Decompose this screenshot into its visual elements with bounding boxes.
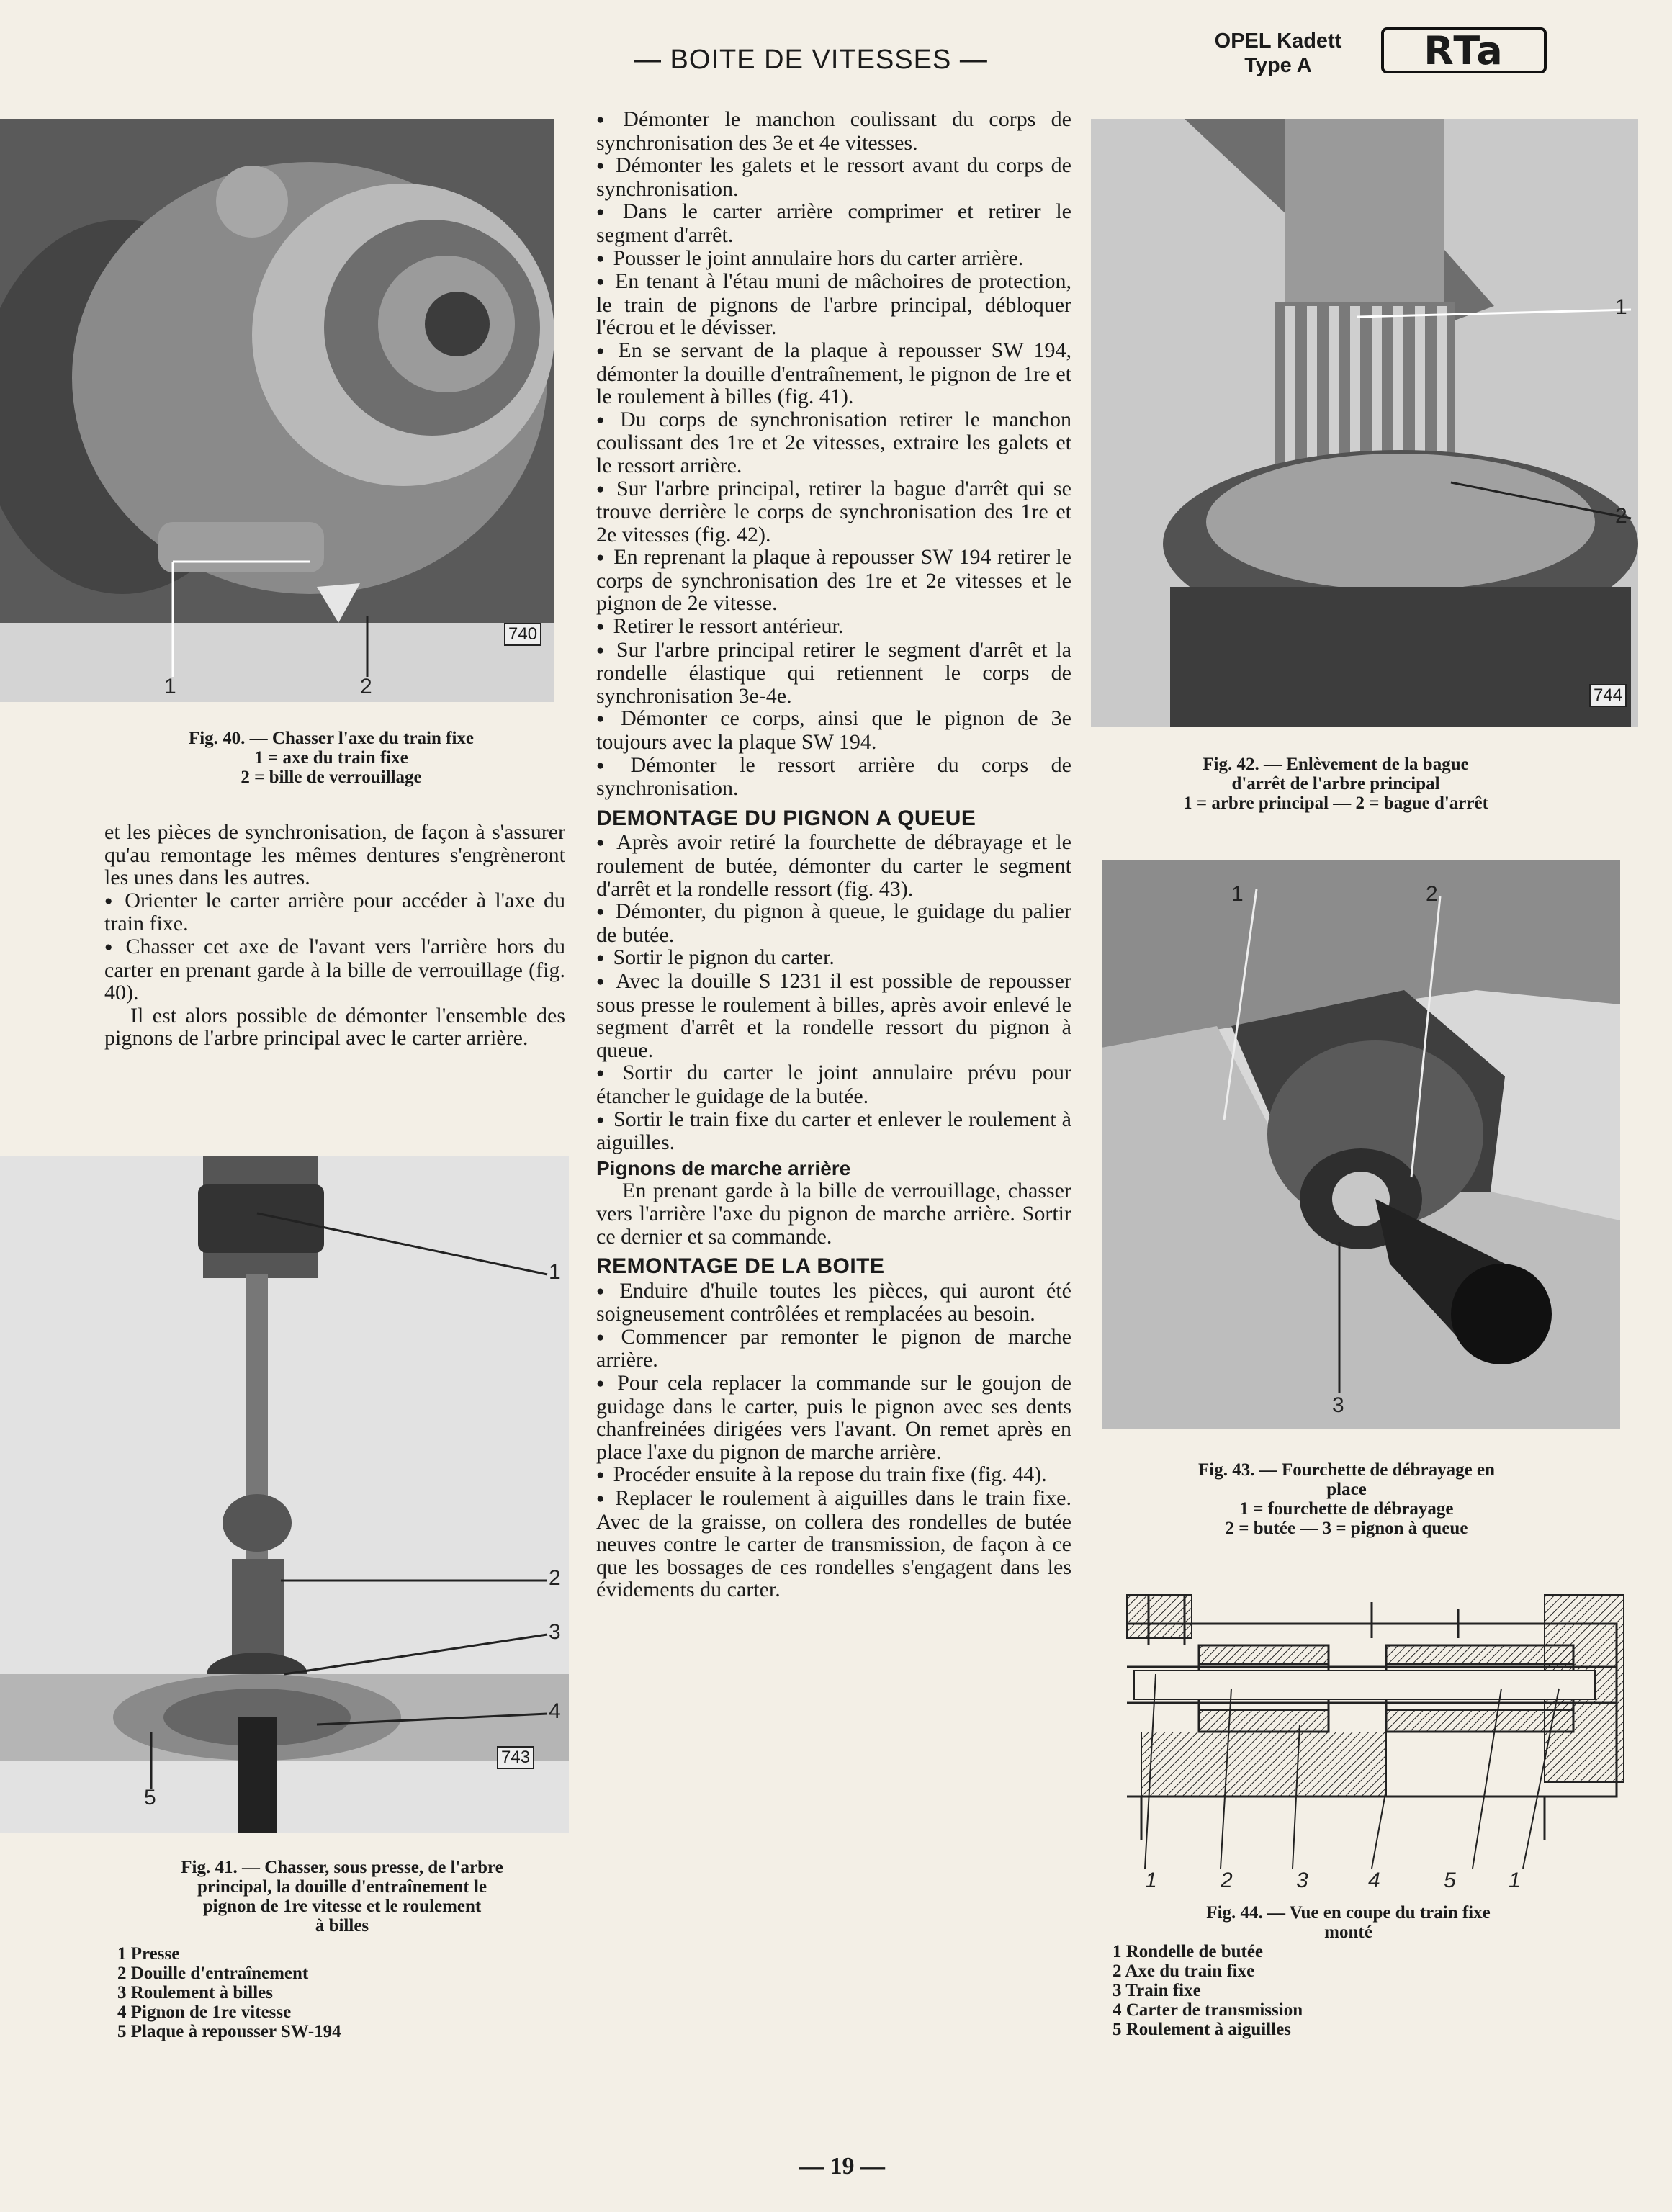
bullet-item: ● En se servant de la plaque à repousser SW 194, démonter la douille d'entraînement, le pignon de 1re et le roulement à billes (fig. 41).	[596, 339, 1071, 408]
callout-1: 1	[549, 1260, 561, 1284]
fig41-photo	[0, 1156, 569, 1833]
bullet-item: ● Sortir le train fixe du carter et enlever le roulement à aiguilles.	[596, 1108, 1071, 1154]
callout-3: 3	[1296, 1869, 1308, 1892]
callout-2: 2	[549, 1566, 561, 1590]
bullet-item: ● Pour cela replacer la commande sur le goujon de guidage dans le carter, puis le pignon avec ses dents chanfreinées dirigées vers l'avant. On remet après en place l'axe du pignon de marche arrière.	[596, 1372, 1071, 1463]
bullet-item: ● Démonter les galets et le ressort avant du corps de synchronisation.	[596, 154, 1071, 200]
rta-logo: RTa	[1381, 27, 1547, 73]
photo-number: 743	[497, 1746, 534, 1769]
bullet-item: ● En tenant à l'étau muni de mâchoires de protection, le train de pignons de l'arbre principal, débloquer l'écrou et le dévisser.	[596, 270, 1071, 339]
legend-item: 4 Carter de transmission	[1113, 2000, 1303, 2020]
photo-number: 740	[504, 623, 541, 646]
page-number: — 19 —	[799, 2153, 885, 2180]
legend-item: 3 Train fixe	[1113, 1981, 1201, 2000]
fig42-photo	[1091, 119, 1638, 727]
bullet-item: ● Dans le carter arrière comprimer et retirer le segment d'arrêt.	[596, 200, 1071, 246]
callout-5: 5	[1444, 1869, 1456, 1892]
middle-column-text	[596, 108, 1071, 1601]
callout-2: 2	[1615, 504, 1627, 528]
callout-3: 3	[1332, 1393, 1344, 1417]
legend-item: 3 Roulement à billes	[117, 1983, 273, 2002]
fig42-caption	[1098, 755, 1573, 813]
bullet-item: ● Après avoir retiré la fourchette de débrayage et le roulement de butée, démonter du carter le segment d'arrêt et la rondelle ressort (fig. 43).	[596, 831, 1071, 900]
caption-line: 2 = butée — 3 = pignon à queue	[1225, 1519, 1468, 1538]
callout-2: 2	[1426, 882, 1438, 906]
section-heading: REMONTAGE DE LA BOITE	[596, 1254, 885, 1279]
caption-line: monté	[1324, 1923, 1372, 1942]
vehicle-brand: OPEL Kadett	[1214, 30, 1342, 53]
section-heading: DEMONTAGE DU PIGNON A QUEUE	[596, 806, 976, 830]
bullet-item: ● Sortir du carter le joint annulaire prévu pour étancher le guidage de la butée.	[596, 1061, 1071, 1107]
callout-5: 5	[144, 1786, 156, 1809]
fig41-caption	[108, 1858, 576, 1936]
subsection-heading: Pignons de marche arrière	[596, 1156, 851, 1179]
bullet-item: ● Chasser cet axe de l'avant vers l'arrière hors du carter en prenant garde à la bille de verrouillage (fig. 40).	[104, 935, 565, 1004]
caption-line: 1 = axe du train fixe	[254, 748, 408, 768]
legend-item: 2 Douille d'entraînement	[117, 1964, 309, 1983]
caption-line: Fig. 43. — Fourchette de débrayage en	[1198, 1460, 1495, 1480]
caption-line: principal, la douille d'entraînement le	[197, 1877, 487, 1897]
callout-2: 2	[1221, 1869, 1233, 1892]
bullet-item: ● Sur l'arbre principal, retirer la bague d'arrêt qui se trouve derrière le corps de synchronisation des 1re et 2e vitesses (fig. 42).	[596, 477, 1071, 547]
fig44-caption	[1113, 1903, 1584, 1942]
fig43-caption	[1102, 1460, 1591, 1538]
callout-4: 4	[1368, 1869, 1380, 1892]
bullet-item: ● Retirer le ressort antérieur.	[596, 615, 1071, 639]
fig44-diagram	[1113, 1581, 1631, 1897]
photo-number: 744	[1589, 684, 1627, 707]
bullet-item: ● Enduire d'huile toutes les pièces, qui auront été soigneusement contrôlées et remplacées au besoin.	[596, 1280, 1071, 1326]
vehicle-model-label	[1188, 29, 1368, 78]
legend-item: 5 Roulement à aiguilles	[1113, 2020, 1291, 2039]
legend-item: 5 Plaque à repousser SW-194	[117, 2022, 341, 2041]
bullet-item: ● Démonter ce corps, ainsi que le pignon de 3e toujours avec la plaque SW 194.	[596, 707, 1071, 753]
callout-3: 3	[549, 1620, 561, 1644]
bullet-item: ● Avec la douille S 1231 il est possible de repousser sous presse le roulement à billes, après avoir enlevé le segment d'arrêt et la rondelle ressort du pignon à queue.	[596, 970, 1071, 1061]
bullet-item: ● Sortir le pignon du carter.	[596, 946, 1071, 970]
caption-line: pignon de 1re vitesse et le roulement	[202, 1897, 482, 1916]
paragraph: et les pièces de synchronisation, de façon à s'assurer qu'au remontage les mêmes dentures s'engrèneront les unes dans les autres.	[104, 820, 565, 890]
callout-1: 1	[1145, 1869, 1157, 1892]
caption-line: à billes	[315, 1916, 369, 1936]
paragraph: En prenant garde à la bille de verrouillage, chasser vers l'arrière l'axe du pignon de marche arrière. Sortir ce dernier et sa commande.	[596, 1179, 1071, 1249]
bullet-item: ● Démonter le manchon coulissant du corps de synchronisation des 3e et 4e vitesses.	[596, 108, 1071, 154]
bullet-item: ● Sur l'arbre principal retirer le segment d'arrêt et la rondelle élastique qui retiennent le corps de synchronisation 3e-4e.	[596, 639, 1071, 708]
legend-item: 1 Rondelle de butée	[1113, 1942, 1264, 1961]
left-column-text	[104, 821, 565, 1050]
bullet-item: ● En reprenant la plaque à repousser SW 194 retirer le corps de synchronisation des 1re et 2e vitesses et le pignon de 2e vitesse.	[596, 546, 1071, 615]
caption-line: 2 = bille de verrouillage	[241, 768, 422, 787]
bullet-item: ● Démonter le ressort arrière du corps de synchronisation.	[596, 754, 1071, 800]
legend-item: 2 Axe du train fixe	[1113, 1961, 1255, 1981]
callout-2: 2	[360, 675, 372, 698]
fig40-photo	[0, 119, 554, 702]
callout-4: 4	[549, 1699, 561, 1723]
fig44-legend	[1113, 1942, 1559, 2039]
bullet-item: ● Démonter, du pignon à queue, le guidage du palier de butée.	[596, 900, 1071, 946]
bullet-item: ● Pousser le joint annulaire hors du carter arrière.	[596, 247, 1071, 271]
legend-item: 4 Pignon de 1re vitesse	[117, 2002, 292, 2022]
callout-1: 1	[1231, 882, 1244, 906]
caption-line: place	[1326, 1480, 1367, 1499]
legend-item: 1 Presse	[117, 1944, 180, 1964]
caption-line: Fig. 44. — Vue en coupe du train fixe	[1206, 1903, 1491, 1923]
caption-line: Fig. 42. — Enlèvement de la bague	[1203, 755, 1469, 774]
callout-1: 1	[1615, 295, 1627, 319]
callout-1: 1	[164, 675, 176, 698]
bullet-item: ● Procéder ensuite à la repose du train fixe (fig. 44).	[596, 1463, 1071, 1487]
caption-line: 1 = fourchette de débrayage	[1239, 1499, 1454, 1519]
bullet-item: ● Replacer le roulement à aiguilles dans le train fixe. Avec de la graisse, on collera des rondelles de butée neuves contre le carter de transmission, de façon à ce que les bossages de ces rondelles s'engagent dans les évidements du carter.	[596, 1487, 1071, 1601]
bullet-item: ● Du corps de synchronisation retirer le manchon coulissant des 1re et 2e vitesses, extraire les galets et le ressort arrière.	[596, 408, 1071, 477]
caption-line: d'arrêt de l'arbre principal	[1231, 774, 1440, 793]
paragraph: Il est alors possible de démonter l'ensemble des pignons de l'arbre principal avec le carter arrière.	[104, 1003, 565, 1051]
caption-line: 1 = arbre principal — 2 = bague d'arrêt	[1183, 793, 1488, 813]
fig40-caption	[101, 729, 562, 787]
fig43-photo	[1102, 860, 1620, 1429]
page-section-title: — BOITE DE VITESSES —	[634, 45, 988, 75]
caption-line: Fig. 40. — Chasser l'axe du train fixe	[188, 729, 475, 748]
callout-1: 1	[1509, 1869, 1521, 1892]
bullet-item: ● Commencer par remonter le pignon de marche arrière.	[596, 1326, 1071, 1372]
vehicle-type: Type A	[1244, 54, 1312, 77]
fig41-legend	[117, 1944, 564, 2041]
bullet-item: ● Orienter le carter arrière pour accéder à l'axe du train fixe.	[104, 889, 565, 935]
caption-line: Fig. 41. — Chasser, sous presse, de l'arbre	[181, 1858, 503, 1877]
